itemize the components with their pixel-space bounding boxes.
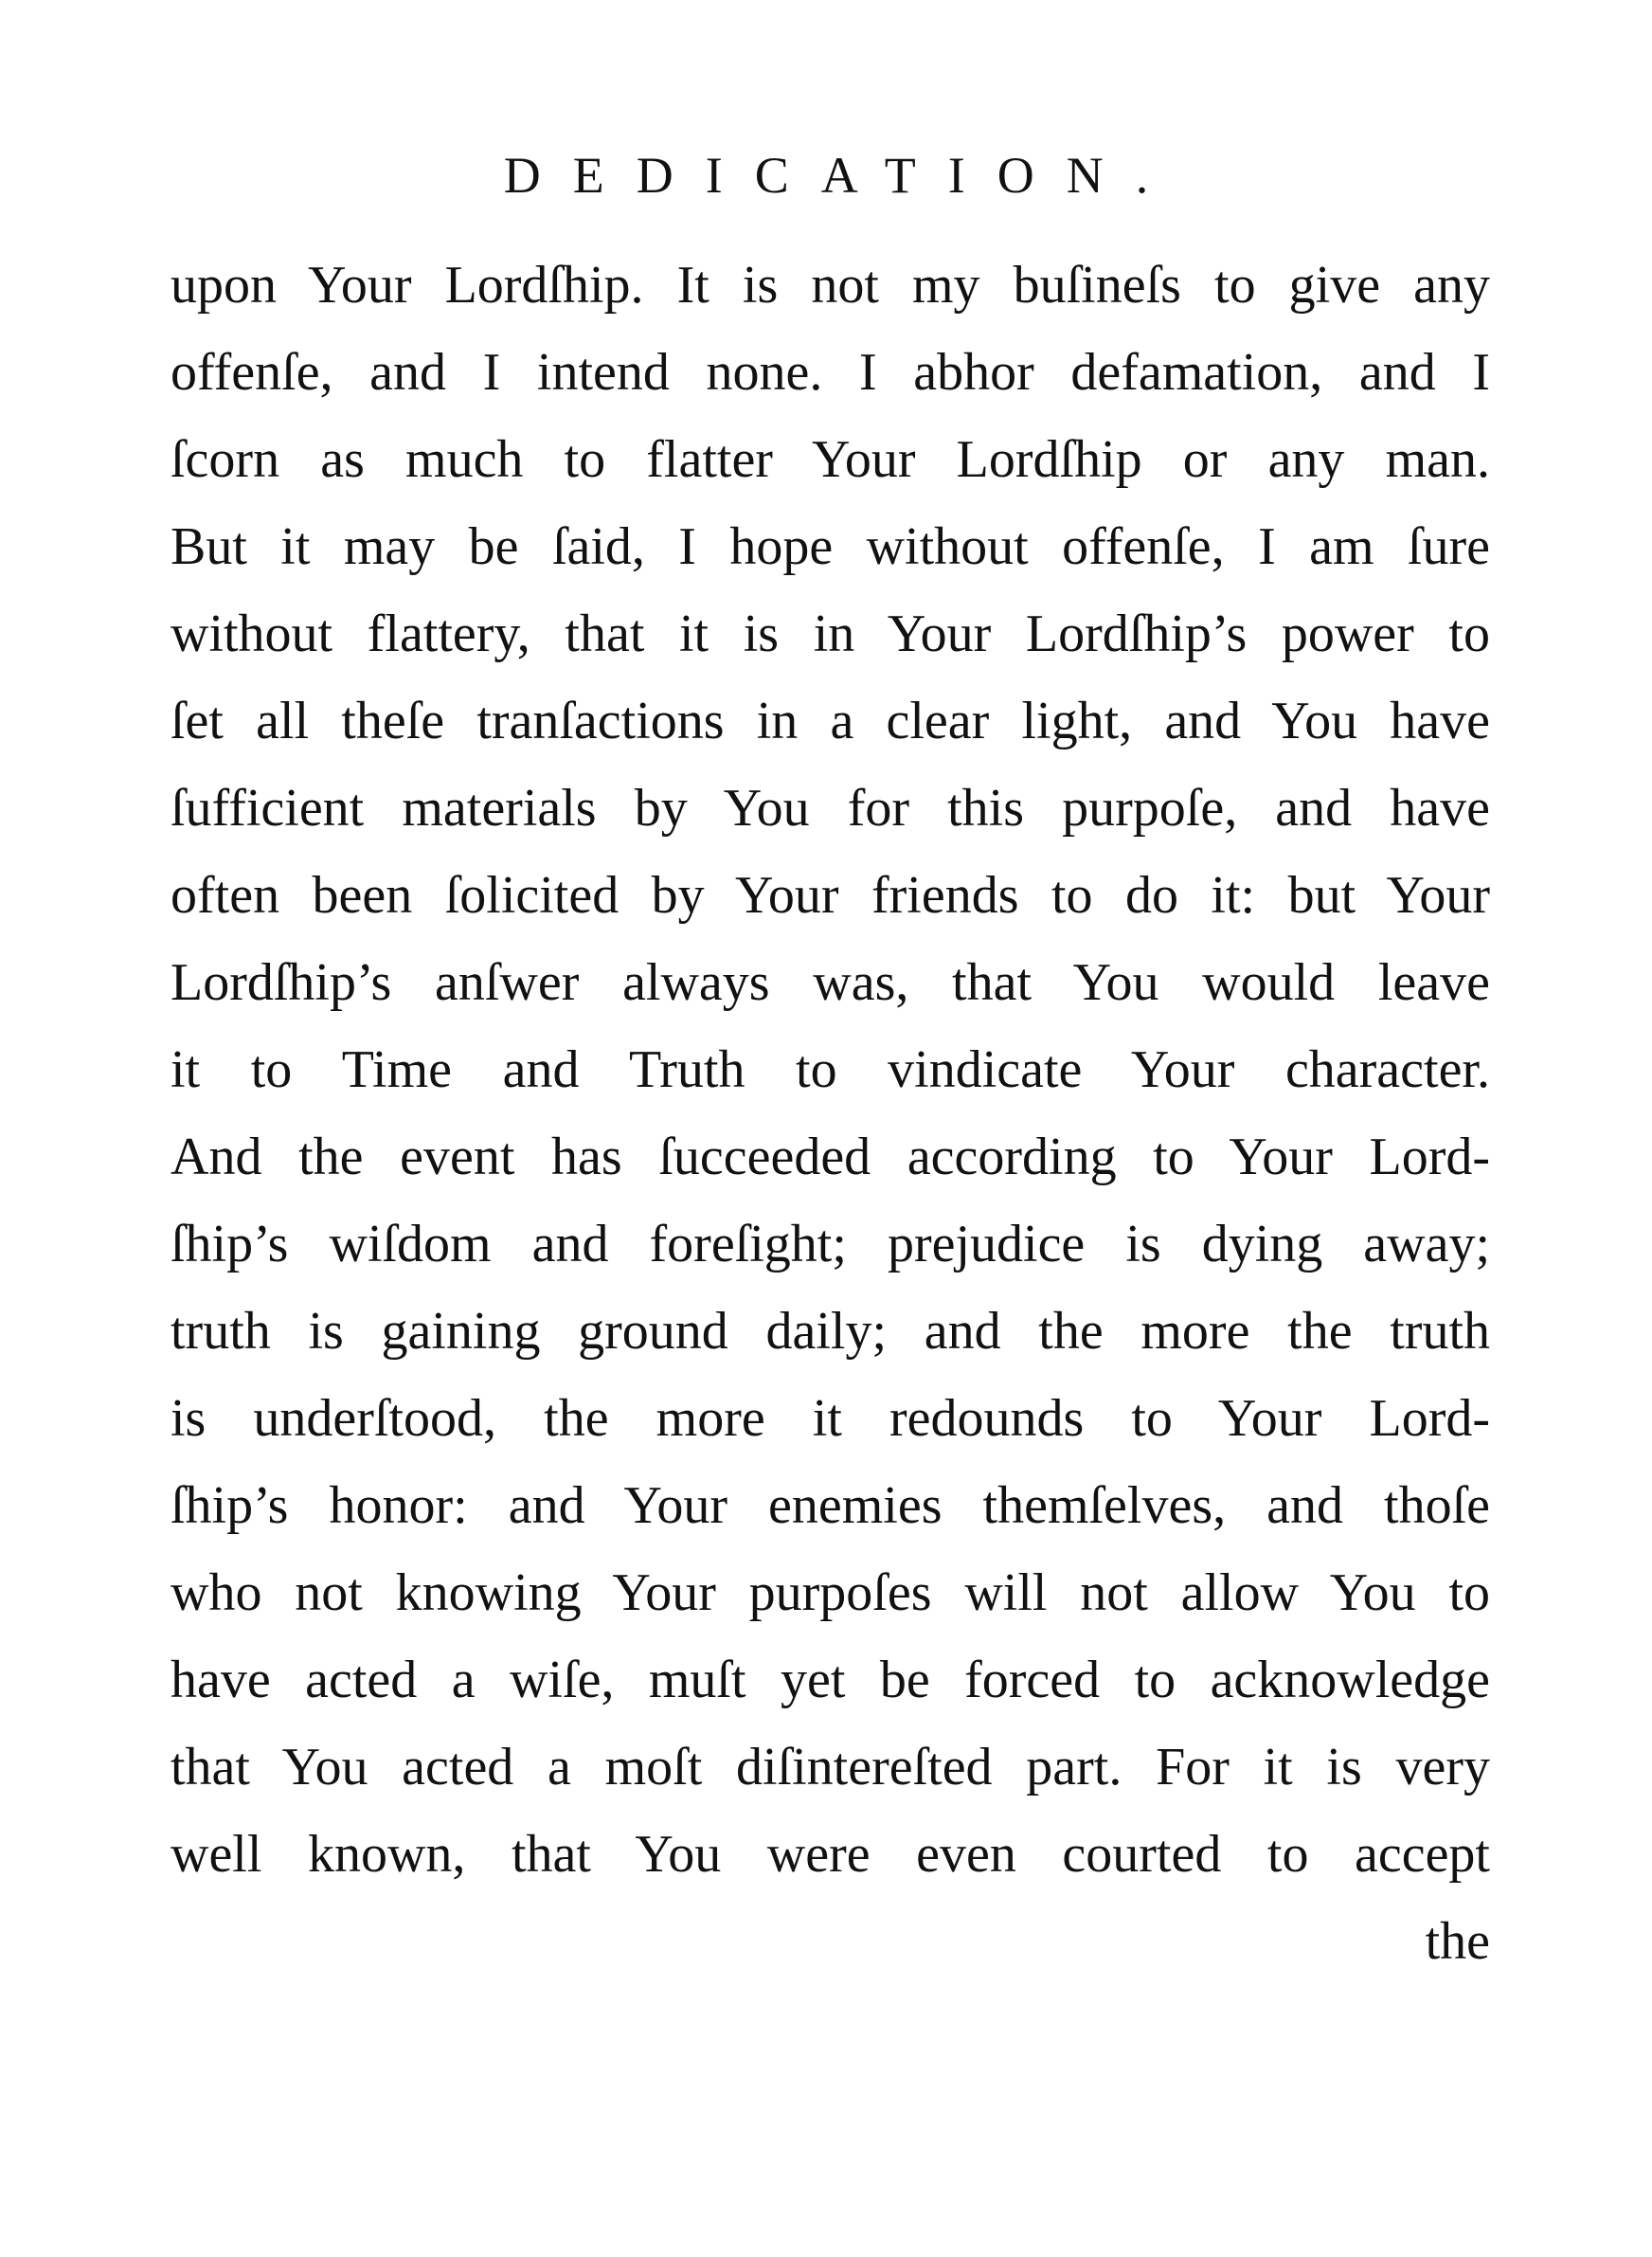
catchword: the	[1425, 1912, 1490, 1971]
text-line: ſcorn as much to flatter Your Lordſhip or any man.	[171, 430, 1490, 489]
text-line: is underſtood, the more it redounds to Your Lord-	[171, 1389, 1490, 1448]
text-line: who not knowing Your purpoſes will not allow You to	[171, 1563, 1490, 1622]
text-line: have acted a wiſe, muſt yet be forced to acknowledge	[171, 1651, 1490, 1709]
running-head: DEDICATION.	[503, 147, 1181, 204]
text-line: often been ſolicited by Your friends to do it: but Your	[171, 866, 1490, 925]
dedication-text-block	[171, 242, 1490, 1985]
text-line: well known, that You were even courted to accept	[171, 1825, 1490, 1884]
text-line: ſet all theſe tranſactions in a clear light, and You have	[171, 692, 1490, 750]
text-line: without flattery, that it is in Your Lordſhip’s power to	[171, 605, 1490, 663]
text-line: ſufficient materials by You for this purpoſe, and have	[171, 779, 1490, 838]
text-line: upon Your Lordſhip. It is not my buſineſs to give any	[171, 256, 1490, 315]
text-line: ſhip’s honor: and Your enemies themſelves, and thoſe	[171, 1476, 1490, 1535]
text-line: truth is gaining ground daily; and the more the truth	[171, 1302, 1490, 1361]
text-line: Lordſhip’s anſwer always was, that You would leave	[171, 953, 1490, 1012]
text-line: And the event has ſucceeded according to Your Lord-	[171, 1128, 1490, 1186]
text-line: it to Time and Truth to vindicate Your character.	[171, 1040, 1490, 1099]
text-line: that You acted a moſt diſintereſted part. For it is very	[171, 1738, 1490, 1797]
text-line: ſhip’s wiſdom and foreſight; prejudice is dying away;	[171, 1215, 1490, 1273]
text-line: offenſe, and I intend none. I abhor defamation, and I	[171, 343, 1490, 402]
text-line: But it may be ſaid, I hope without offenſe, I am ſure	[171, 517, 1490, 576]
